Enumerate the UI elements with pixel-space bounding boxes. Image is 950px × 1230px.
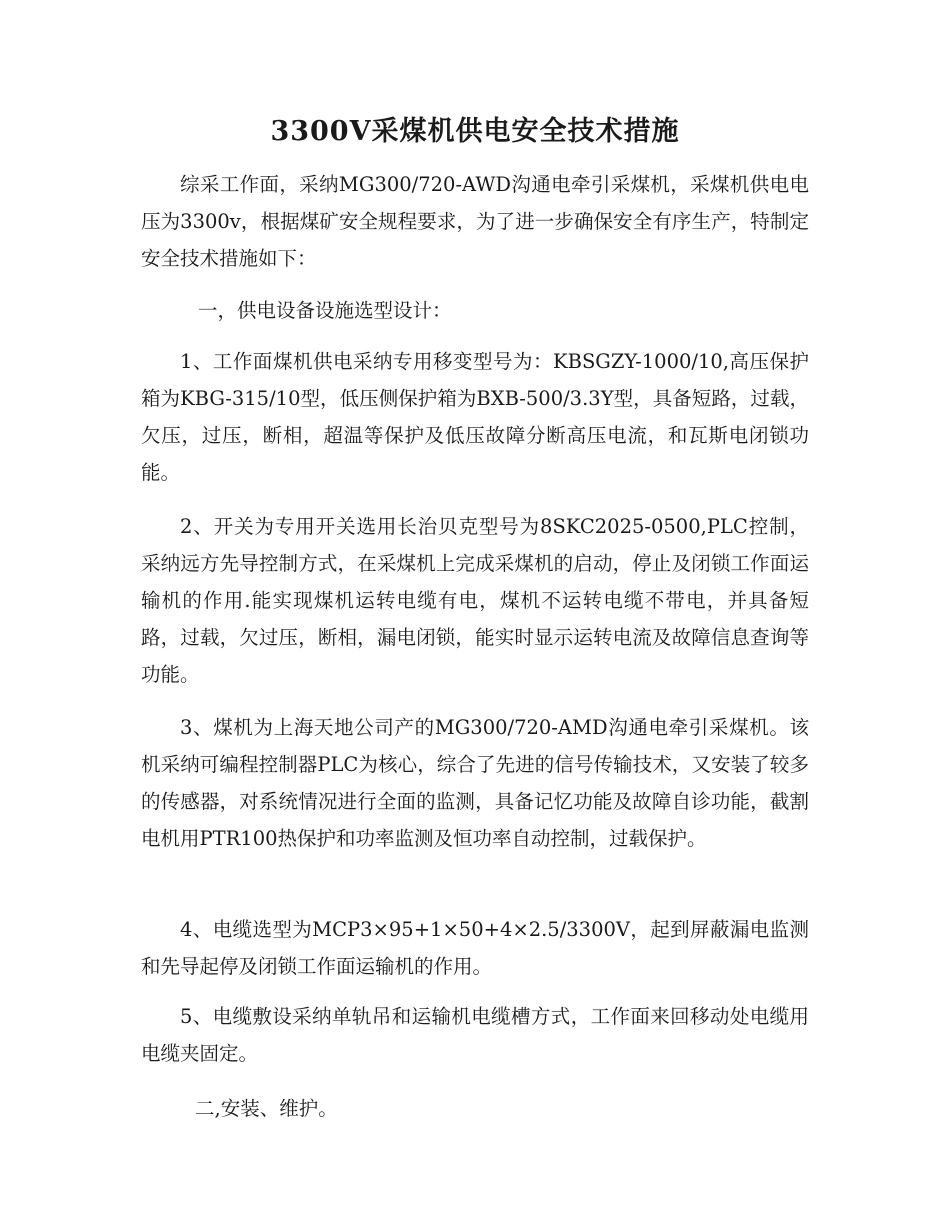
list-item-1: 1、工作面煤机供电采纳专用移变型号为：KBSGZY-1000/10,高压保护箱为KBG-315/10型，低压侧保护箱为BXB-500/3.3Y型，具备短路，过载，欠压，过压，断相，超温等保护及低压故障分断高压电流，和瓦斯电闭锁功能。: [141, 350, 809, 484]
document-title: 3300V采煤机供电安全技术措施: [270, 116, 680, 147]
section-2-heading: 二,安装、维护。: [195, 1097, 338, 1120]
list-item-5: 5、电缆敷设采纳单轨吊和运输机电缆槽方式，工作面来回移动处电缆用电缆夹固定。: [141, 1005, 809, 1065]
list-item-3: 3、煤机为上海天地公司产的MG300/720-AMD沟通电牵引采煤机。该机采纳可编程控制器PLC为核心，综合了先进的信号传输技术，又安装了较多的传感器，对系统情况进行全面的监测，具备记忆功能及故障自诊功能，截割电机用PTR100热保护和功率监测及恒功率自动控制，过载保护。: [141, 716, 809, 850]
intro-paragraph: 综采工作面，采纳MG300/720-AWD沟通电牵引采煤机，采煤机供电电压为3300v，根据煤矿安全规程要求，为了进一步确保安全有序生产，特制定安全技术措施如下：: [141, 173, 809, 270]
section-1-heading: 一，供电设备设施选型设计：: [198, 299, 452, 322]
list-item-2: 2、开关为专用开关选用长治贝克型号为8SKC2025-0500,PLC控制，采纳远方先导控制方式，在采煤机上完成采煤机的启动，停止及闭锁工作面运输机的作用.能实现煤机运转电缆有电，煤机不运转电缆不带电，并具备短路，过载，欠过压，断相，漏电闭锁，能实时显示运转电流及故障信息查询等功能。: [141, 515, 809, 686]
list-item-4: 4、电缆选型为MCP3×95+1×50+4×2.5/3300V，起到屏蔽漏电监测和先导起停及闭锁工作面运输机的作用。: [141, 918, 809, 978]
